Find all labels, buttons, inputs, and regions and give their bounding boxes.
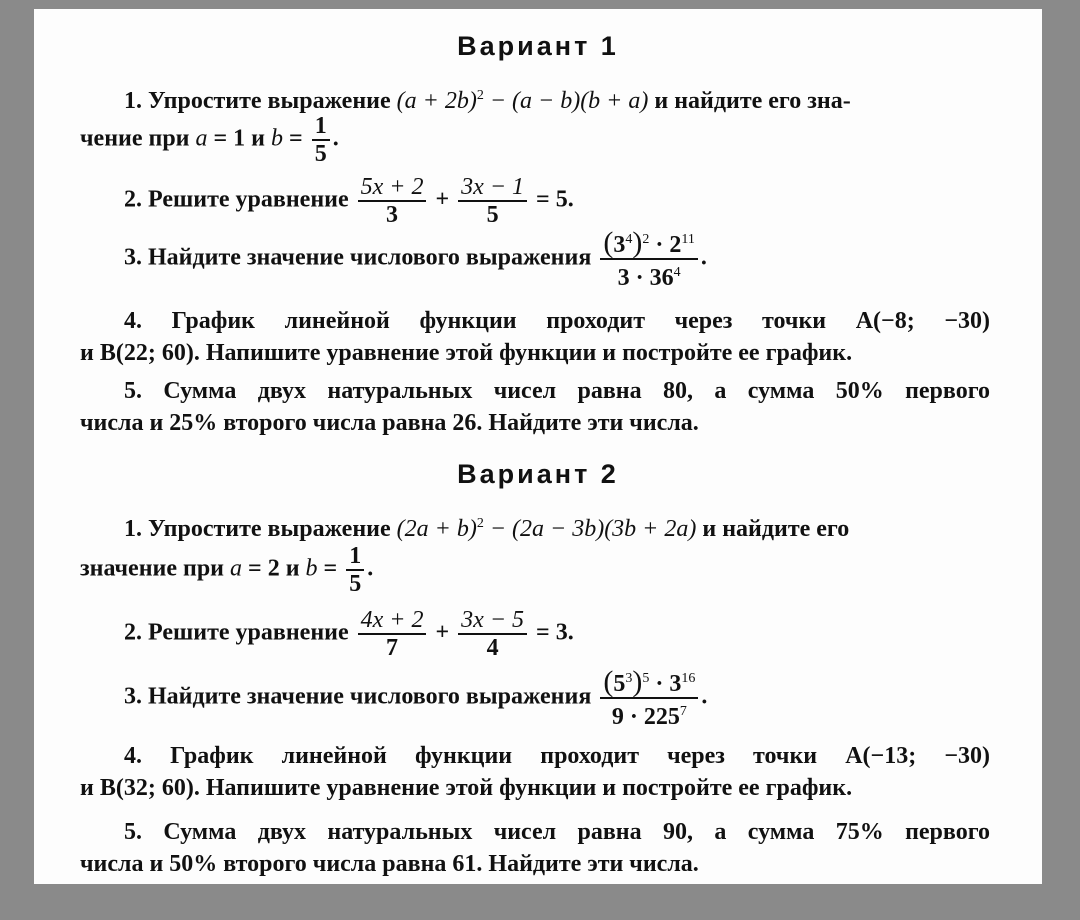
v1-task5-line2: числа и 25% второго числа равна 26. Найдите эти числа. (80, 410, 699, 436)
v1-task1-frac-den: 5 (312, 139, 330, 167)
worksheet (34, 9, 1042, 884)
v2-task1-number: 1. (124, 516, 142, 542)
v1-task3-text: Найдите значение числового выражения (148, 244, 592, 271)
v2-task2-f1-num: 4x + 2 (360, 607, 424, 633)
v2-task5-line1: 5. Сумма двух натуральных чисел равна 90, а сумма 75% первого (124, 819, 990, 845)
v1-task1-cont: чение при (80, 125, 190, 152)
v1-task1-eq: = (289, 125, 303, 152)
v2-task1-expr-a: (2a + b) (396, 516, 477, 542)
v1-task2-f1-den: 3 (358, 200, 427, 228)
v2-task3 (124, 666, 707, 730)
v2-task1-frac-den: 5 (346, 569, 364, 597)
v1-task3-den-exp: 4 (673, 265, 681, 280)
v1-task1-fraction (312, 113, 330, 167)
v2-task2-fraction-1 (358, 607, 427, 661)
v1-task4-line1: 4. График линейной функции проходит через точки A(−8; −30) (124, 308, 990, 334)
v2-task1-aval: = 2 и (248, 555, 300, 582)
v1-task3-number: 3. (124, 244, 142, 271)
v2-task4-line2: и B(32; 60). Напишите уравнение этой функции и постройте ее график. (80, 775, 853, 801)
v2-task2-f2-num: 3x − 5 (461, 607, 525, 633)
v2-task3-number: 3. (124, 683, 142, 710)
v1-task3-mult: · 2 (655, 232, 682, 258)
v1-task1-end: . (332, 125, 339, 152)
v1-task2 (124, 174, 574, 228)
v2-task3-denominator (600, 697, 698, 730)
v2-task1-cont: значение при (80, 555, 225, 582)
v2-task3-den-exp: 7 (679, 704, 687, 719)
v2-task2 (124, 607, 574, 661)
v1-task2-f2-num: 3x − 1 (461, 174, 525, 200)
v1-task1-text: Упростите выражение (148, 88, 391, 114)
v1-task2-number: 2. (124, 186, 142, 213)
v1-task2-fraction-1 (358, 174, 427, 228)
v1-task3-numerator: $(3^4)^2 \cdot 2^{11}$ (603, 226, 695, 259)
v2-task1-var-a: a (230, 555, 243, 582)
v1-task3-mult-exp: 11 (681, 232, 695, 247)
v2-task1-end: . (367, 555, 374, 582)
v1-task3-inner-exp: 4 (625, 232, 633, 247)
v1-task2-fraction-2 (458, 174, 527, 228)
v2-task3-mult-exp: 16 (681, 671, 696, 686)
v2-task1-frac-num: 1 (349, 543, 362, 569)
v2-task2-f1-den: 7 (358, 633, 427, 661)
v1-task3 (124, 227, 707, 291)
v2-task1-tail: и найдите его (702, 516, 850, 542)
variant-2-title: Вариант 2 (457, 459, 619, 489)
v2-task1-eq: = (323, 555, 338, 582)
v1-task1-var-b: b (271, 125, 284, 152)
v2-task3-outer-exp: 5 (642, 671, 650, 686)
v2-task1-var-b: b (305, 555, 318, 582)
v2-task1-line2 (80, 543, 373, 597)
v2-task2-f2-den: 4 (458, 633, 527, 661)
v2-task1-line1 (124, 509, 990, 544)
v1-task3-fraction (600, 227, 698, 291)
v1-task1-line1 (124, 81, 990, 116)
v2-task2-fraction-2 (458, 607, 527, 661)
v1-task2-f1-num: 5x + 2 (360, 174, 424, 200)
v1-task3-outer-exp: 2 (642, 232, 650, 247)
v2-task3-end: . (701, 683, 708, 710)
v2-task3-den: 9 · 225 (611, 704, 680, 730)
v2-task2-number: 2. (124, 619, 142, 646)
v1-task2-f2-den: 5 (458, 200, 527, 228)
v1-task3-end: . (700, 244, 707, 271)
v1-task1-frac-num: 1 (314, 113, 327, 139)
v2-task3-text: Найдите значение числового выражения (148, 683, 592, 710)
v2-task1-fraction (346, 543, 364, 597)
v1-task1-aval: = 1 и (213, 125, 266, 152)
v1-task1-tail: и найдите его зна- (654, 88, 851, 114)
v2-task3-numerator: $(5^3)^5 \cdot 3^{16}$ (603, 665, 696, 698)
v1-task3-denominator (600, 258, 698, 291)
v2-task4-line1: 4. График линейной функции проходит через точки A(−13; −30) (124, 743, 990, 769)
v2-task1-text: Упростите выражение (148, 516, 391, 542)
v2-task3-inner-exp: 3 (625, 671, 633, 686)
v1-task1-exp: 2 (476, 88, 484, 103)
v2-task3-mult: · 3 (655, 671, 682, 697)
v2-task2-plus: + (435, 619, 450, 646)
v1-task1-expr-a: (a + 2b) (396, 88, 477, 114)
v1-task2-rhs: = 5. (536, 186, 574, 213)
v1-task2-text: Решите уравнение (148, 186, 349, 213)
v1-task1-var-a: a (195, 125, 208, 152)
v1-task1-expr-b: − (a − b)(b + a) (489, 88, 649, 114)
v2-task2-text: Решите уравнение (148, 619, 349, 646)
v1-task4-line2: и B(22; 60). Напишите уравнение этой функции и постройте ее график. (80, 340, 853, 366)
v1-task1-line2 (80, 113, 339, 167)
variant-1-title: Вариант 1 (457, 31, 619, 61)
v2-task5-line2: числа и 50% второго числа равна 61. Найдите эти числа. (80, 851, 699, 877)
v1-task3-den: 3 · 36 (617, 265, 674, 291)
v1-task1-number: 1. (124, 88, 142, 114)
v1-task5-line1: 5. Сумма двух натуральных чисел равна 80, а сумма 50% первого (124, 378, 990, 404)
v2-task3-base: 5 (613, 671, 626, 697)
v1-task3-base: 3 (613, 232, 626, 258)
v2-task1-expr-b: − (2a − 3b)(3b + 2a) (489, 516, 697, 542)
v2-task1-exp: 2 (476, 516, 484, 531)
v1-task2-plus: + (435, 186, 450, 213)
v2-task3-fraction (600, 666, 698, 730)
v2-task2-rhs: = 3. (536, 619, 574, 646)
